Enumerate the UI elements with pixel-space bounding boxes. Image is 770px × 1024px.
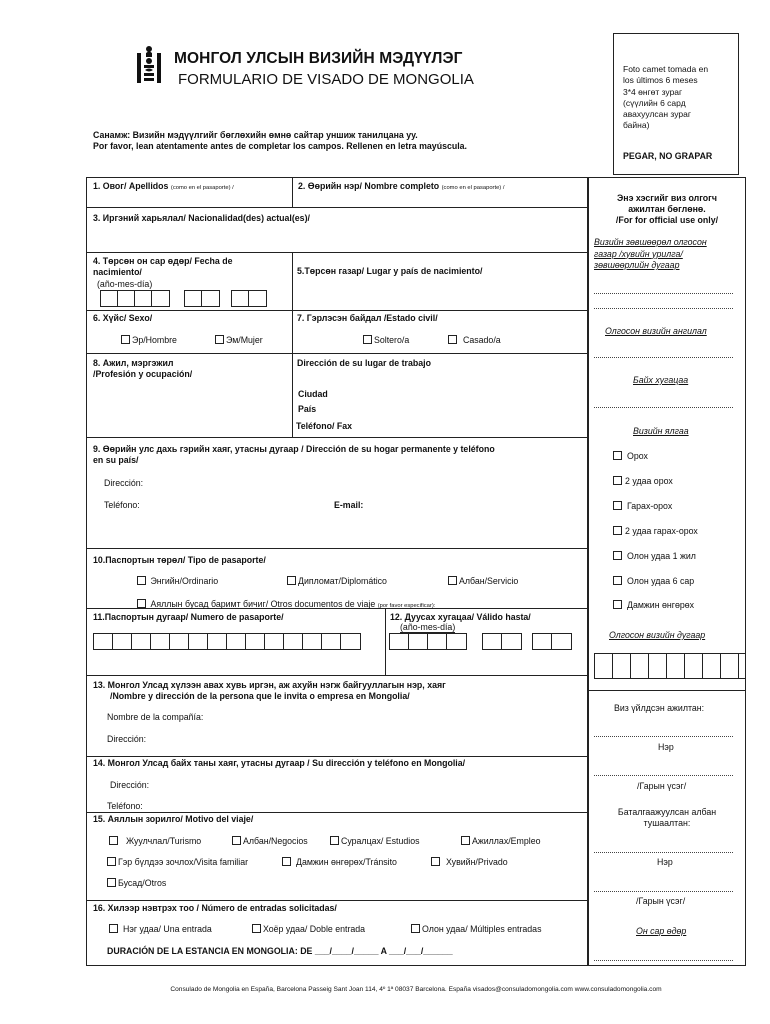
field-mongolia-address-label: 14. Монгол Улсад байх таны хаяг, утасны дугаар / Su dirección y teléfono en Mongolia/: [93, 758, 466, 768]
entries-double-option[interactable]: Хоёр удаа/ Doble entrada: [252, 924, 365, 934]
checkbox[interactable]: [613, 451, 622, 460]
visa-category-line[interactable]: [594, 357, 733, 358]
checkbox[interactable]: [613, 526, 622, 535]
birth-date-format: (año-mes-día): [97, 279, 153, 289]
title-mongolian: МОНГОЛ УЛСЫН ВИЗИЙН МЭДҮҮЛЭГ: [174, 50, 463, 67]
field-nationality[interactable]: 3. Иргэний харьялал/ Nacionalidad(des) actual(es)/: [93, 213, 310, 223]
permit-number-line-2[interactable]: [594, 308, 733, 309]
checkbox[interactable]: [109, 836, 118, 845]
checkbox[interactable]: [330, 836, 339, 845]
entries-multiple-option[interactable]: Олон удаа/ Múltiples entradas: [411, 924, 541, 934]
valid-until-format: (año-mes-día): [400, 622, 456, 632]
field-birth-date-label: 4. Төрсөн он сар өдөр/ Fecha de nacimiento/: [93, 256, 233, 277]
checkbox[interactable]: [282, 857, 291, 866]
note-spanish: Por favor, lean atentamente antes de completar los campos. Rellenen en letra mayúscula.: [93, 141, 468, 151]
field-profession-label[interactable]: 8. Ажил, мэргэжил /Profesión y ocupación/: [93, 358, 193, 379]
visa-type-entry-option[interactable]: Орох: [613, 451, 648, 461]
checkbox[interactable]: [613, 600, 622, 609]
purpose-other-option[interactable]: Бусад/Otros: [107, 878, 166, 888]
field-given-name[interactable]: 2. Өөрийн нэр/ Nombre completo (como en el pasaporte) /: [298, 181, 505, 191]
field-birth-place[interactable]: 5.Төрсөн газар/ Lugar y país de nacimiento/: [297, 266, 483, 276]
passport-ordinary-option[interactable]: Энгийн/Ordinario: [137, 576, 218, 586]
checkbox[interactable]: [448, 576, 457, 585]
officer-name-line[interactable]: [594, 736, 733, 737]
photo-instructions: Foto camet tomada en los últimos 6 meses 3*4 өнгөт зураг (сүүлийн 6 сард авахуулсан зураг байна): [623, 64, 709, 131]
official-use-title: Энэ хэсгийг виз олгогч ажилтан бөглөнө. /For for official use only/: [615, 193, 719, 225]
mongolia-emblem-icon: [137, 45, 161, 85]
entries-single-option[interactable]: Нэг удаа/ Una entrada: [109, 924, 212, 934]
field-entries-label: 16. Хилээр нэвтрэх тоо / Número de entradas solicitadas/: [93, 903, 337, 913]
visa-type-double-entry-option[interactable]: 2 удаа орох: [613, 476, 673, 486]
visa-type-multi-6m-option[interactable]: Олон удаа 6 сар: [613, 576, 694, 586]
checkbox[interactable]: [107, 857, 116, 866]
mongolia-phone-label[interactable]: Teléfono:: [107, 801, 143, 811]
visa-permit-label: Визийн зөвшөөрөл олгосон газар /хувийн урилга/ зөвшөөрлийн дугаар: [594, 237, 707, 270]
checkbox[interactable]: [448, 335, 457, 344]
purpose-employment-option[interactable]: Ажиллах/Empleo: [461, 836, 541, 846]
checkbox[interactable]: [363, 335, 372, 344]
field-passport-type-label: 10.Паспортын төрөл/ Tipo de pasaporte/: [93, 555, 266, 565]
field-sex-label: 6. Хүйс/ Sexo/: [93, 313, 153, 323]
checkbox[interactable]: [137, 576, 146, 585]
approver-label: Баталгаажуулсан албан тушаалтан:: [617, 807, 717, 828]
visa-type-transit-option[interactable]: Дамжин өнгөрөх: [613, 600, 694, 610]
paste-note: PEGAR, NO GRAPAR: [623, 151, 713, 161]
checkbox[interactable]: [232, 836, 241, 845]
approver-name-label: Нэр: [657, 857, 673, 867]
inviter-address-label[interactable]: Dirección:: [107, 734, 147, 744]
purpose-tourism-option[interactable]: Жуулчлал/Turismo: [109, 836, 201, 846]
footer-consulate-address: Consulado de Mongolia en España, Barcelona Passeig Sant Joan 114, 4º 1ª 08037 Barcelona. España visados@consuladomongolia.com www.consuladomongolia.com: [170, 986, 662, 993]
stay-period-line[interactable]: [594, 407, 733, 408]
field-valid-until-label: 12. Дуусах хугацаа/ Válido hasta/: [390, 612, 531, 622]
field-trip-purpose-label: 15. Аяллын зорилго/ Motivo del viaje/: [93, 814, 254, 824]
sex-female-option[interactable]: Эм/Mujer: [215, 335, 263, 345]
checkbox[interactable]: [613, 476, 622, 485]
checkbox[interactable]: [613, 576, 622, 585]
sex-male-option[interactable]: Эр/Hombre: [121, 335, 177, 345]
approver-name-line[interactable]: [594, 852, 733, 853]
stay-duration-field[interactable]: DURACIÓN DE LA ESTANCIA EN MONGOLIA: DE ___/____/_____ A ___/___/______: [107, 946, 453, 956]
field-passport-number-label: 11.Паспортын дугаар/ Numero de pasaporte/: [93, 612, 284, 622]
checkbox[interactable]: [109, 924, 118, 933]
civil-single-option[interactable]: Soltero/a: [363, 335, 409, 345]
checkbox[interactable]: [107, 878, 116, 887]
visa-type-exit-entry-option[interactable]: Гарах-орох: [613, 501, 672, 511]
mongolia-address-label[interactable]: Dirección:: [110, 780, 150, 790]
purpose-study-option[interactable]: Суралцах/ Estudios: [330, 836, 420, 846]
visa-category-label: Олгосон визийн ангилал: [605, 326, 707, 336]
field-inviter-label: 13. Монгол Улсад хүлээн авах хувь иргэн, аж ахуйн нэгж байгууллагын нэр, хаяг /Nombre y dirección de la persona que le invita o empresa en Mongolia/: [93, 680, 446, 701]
home-address-label[interactable]: Dirección:: [104, 478, 144, 488]
approver-signature-label: /Гарын үсэг/: [636, 896, 686, 906]
checkbox[interactable]: [287, 576, 296, 585]
home-phone-label[interactable]: Teléfono:: [104, 500, 140, 510]
checkbox[interactable]: [613, 551, 622, 560]
note-mongolian: Санамж: Визийн мэдүүлгийг бөглөхийн өмнө сайтар уншиж танилцана уу.: [93, 130, 418, 140]
purpose-family-option[interactable]: Гэр бүлдээ зочлох/Visita familiar: [107, 857, 248, 867]
civil-married-option[interactable]: Casado/a: [448, 335, 501, 345]
work-phone-label: Teléfono/ Fax: [296, 421, 353, 431]
official-use-panel: [588, 177, 746, 966]
field-home-address-label: 9. Өөрийн улс дахь гэрийн хаяг, утасны дугаар / Dirección de su hogar permanente y teléfono en su país/: [93, 444, 495, 465]
approver-sign-line[interactable]: [594, 891, 733, 892]
visa-type-double-exit-entry-option[interactable]: 2 удаа гарах-орох: [613, 526, 698, 536]
visa-number-label: Олгосон визийн дугаар: [609, 630, 706, 640]
officer-signature-label: /Гарын үсэг/: [637, 781, 687, 791]
checkbox[interactable]: [613, 501, 622, 510]
purpose-private-option[interactable]: Хувийн/Privado: [431, 857, 508, 867]
issuing-officer-label: Виз үйлдсэн ажилтан:: [614, 703, 705, 713]
stay-period-label: Байх хугацаа: [633, 375, 689, 385]
permit-number-line[interactable]: [594, 293, 733, 294]
title-spanish: FORMULARIO DE VISADO DE MONGOLIA: [178, 71, 474, 88]
field-civil-status-label: 7. Гэрлэсэн байдал /Estado civil/: [297, 313, 438, 323]
officer-sign-line[interactable]: [594, 775, 733, 776]
inviter-company-label[interactable]: Nombre de la compañía:: [107, 712, 204, 722]
visa-type-multi-year-option[interactable]: Олон удаа 1 жил: [613, 551, 696, 561]
checkbox[interactable]: [461, 836, 470, 845]
officer-name-label: Нэр: [658, 742, 674, 752]
passport-diplomatic-option[interactable]: Дипломат/Diplomático: [287, 576, 387, 586]
checkbox[interactable]: [252, 924, 261, 933]
home-email-label[interactable]: E-mail:: [334, 500, 364, 510]
checkbox[interactable]: [431, 857, 440, 866]
passport-other-option[interactable]: Аяллын бусад баримт бичиг/ Otros documentos de viaje (por favor especificar):: [137, 599, 435, 609]
work-city-label: Ciudad: [298, 389, 328, 399]
checkbox[interactable]: [137, 599, 146, 608]
purpose-business-option[interactable]: Албан/Negocios: [232, 836, 308, 846]
checkbox[interactable]: [121, 335, 130, 344]
visa-type-label: Визийн ялгаа: [633, 426, 689, 436]
work-country-label: País: [298, 404, 317, 414]
purpose-transit-option[interactable]: Дамжин өнгөрөх/Tránsito: [282, 857, 397, 867]
checkbox[interactable]: [411, 924, 420, 933]
issue-date-label: Он сар өдөр: [636, 926, 687, 936]
field-surname[interactable]: 1. Овог/ Apellidos (como en el pasaporte) /: [93, 181, 234, 191]
checkbox[interactable]: [215, 335, 224, 344]
issue-date-line[interactable]: [594, 960, 733, 961]
passport-service-option[interactable]: Албан/Servicio: [448, 576, 518, 586]
work-address-label: Dirección de su lugar de trabajo: [297, 358, 431, 368]
